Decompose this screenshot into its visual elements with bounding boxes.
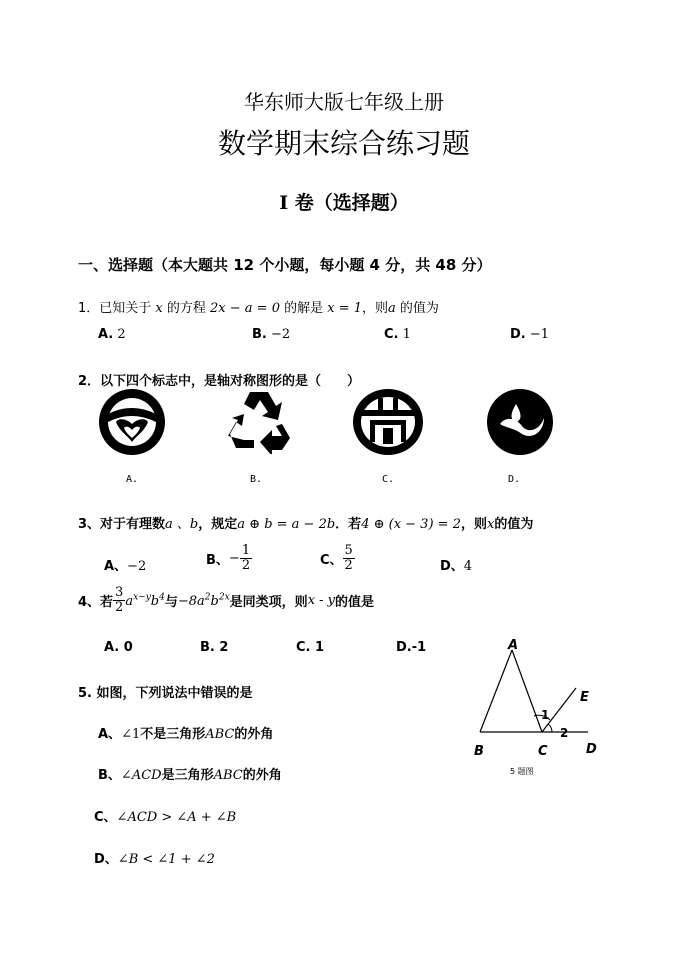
recycle-icon[interactable] [224,388,294,454]
label-c: C [538,744,548,759]
section-heading: 一、选择题（本大题共 12 个小题，每小题 4 分，共 48 分） [78,256,492,274]
q5-option-a[interactable]: A、∠1不是三角形ABC的外角 [98,727,274,742]
q4-option-d[interactable]: D.-1 [396,640,427,655]
caption-d: D. [508,474,521,485]
q4-option-b[interactable]: B. 2 [200,640,229,655]
angle-2-arc [548,724,552,732]
question-2: 2．以下四个标志中，是轴对称图形的是（ ） [78,374,361,389]
caption-b: B. [250,474,263,485]
page-title: 数学期末综合练习题 [217,127,470,160]
logo-d-icon[interactable] [486,388,554,456]
q1-option-b[interactable]: B. −2 [252,327,291,342]
q3-option-a[interactable]: A、−2 [104,559,147,574]
label-e: E [580,690,589,705]
q5-option-d[interactable]: D、∠B < ∠1 + ∠2 [94,852,215,867]
label-angle-2: 2 [560,726,569,740]
q3-option-b[interactable]: B、− $\frac{1}{2}$ [206,543,251,573]
label-d: D [586,742,597,757]
subtitle: 华东师大版七年级上册 [244,90,444,114]
q4-option-a[interactable]: A. 0 [104,640,133,655]
q5-option-c[interactable]: C、∠ACD > ∠A + ∠B [94,810,237,825]
logo-a-icon[interactable] [98,388,166,456]
logo-c-icon[interactable] [352,388,424,456]
q4-option-c[interactable]: C. 1 [296,640,325,655]
caption-a: A. [126,474,139,485]
side-ab [480,650,512,732]
question-3: 3、对于有理数a 、b，规定a ⊕ b = a − 2b．若4 ⊕ (x − 3) = 2，则x的值为 [78,517,534,532]
question-1: 1．已知关于 x 的方程 2x − a = 0 的解是 x = 1，则a 的值为 [78,301,439,316]
label-angle-1: 1 [541,708,550,722]
question-4: 4、若 $\frac{3}{2}$ $a^{x-y}b^4$与$-8a^2b^{2x}$是同类项，则x - y的值是 [78,585,375,615]
q1-option-a[interactable]: A. 2 [98,327,126,342]
q5-option-b[interactable]: B、∠ACD是三角形ABC的外角 [98,768,282,783]
figure-caption: 5 题图 [510,767,534,776]
volume-title: I 卷（选择题） [279,192,409,214]
label-b: B [474,744,484,759]
caption-c: C. [382,474,395,485]
label-a: A [508,638,519,653]
triangle-figure [470,640,610,780]
q1-option-d[interactable]: D. −1 [510,327,550,342]
q3-option-d[interactable]: D、4 [440,559,473,574]
q1-option-c[interactable]: C. 1 [384,327,411,342]
question-5: 5. 如图，下列说法中错误的是 [78,686,253,701]
q3-option-c[interactable]: C、 $\frac{5}{2}$ [320,543,353,573]
side-ac [512,650,542,732]
